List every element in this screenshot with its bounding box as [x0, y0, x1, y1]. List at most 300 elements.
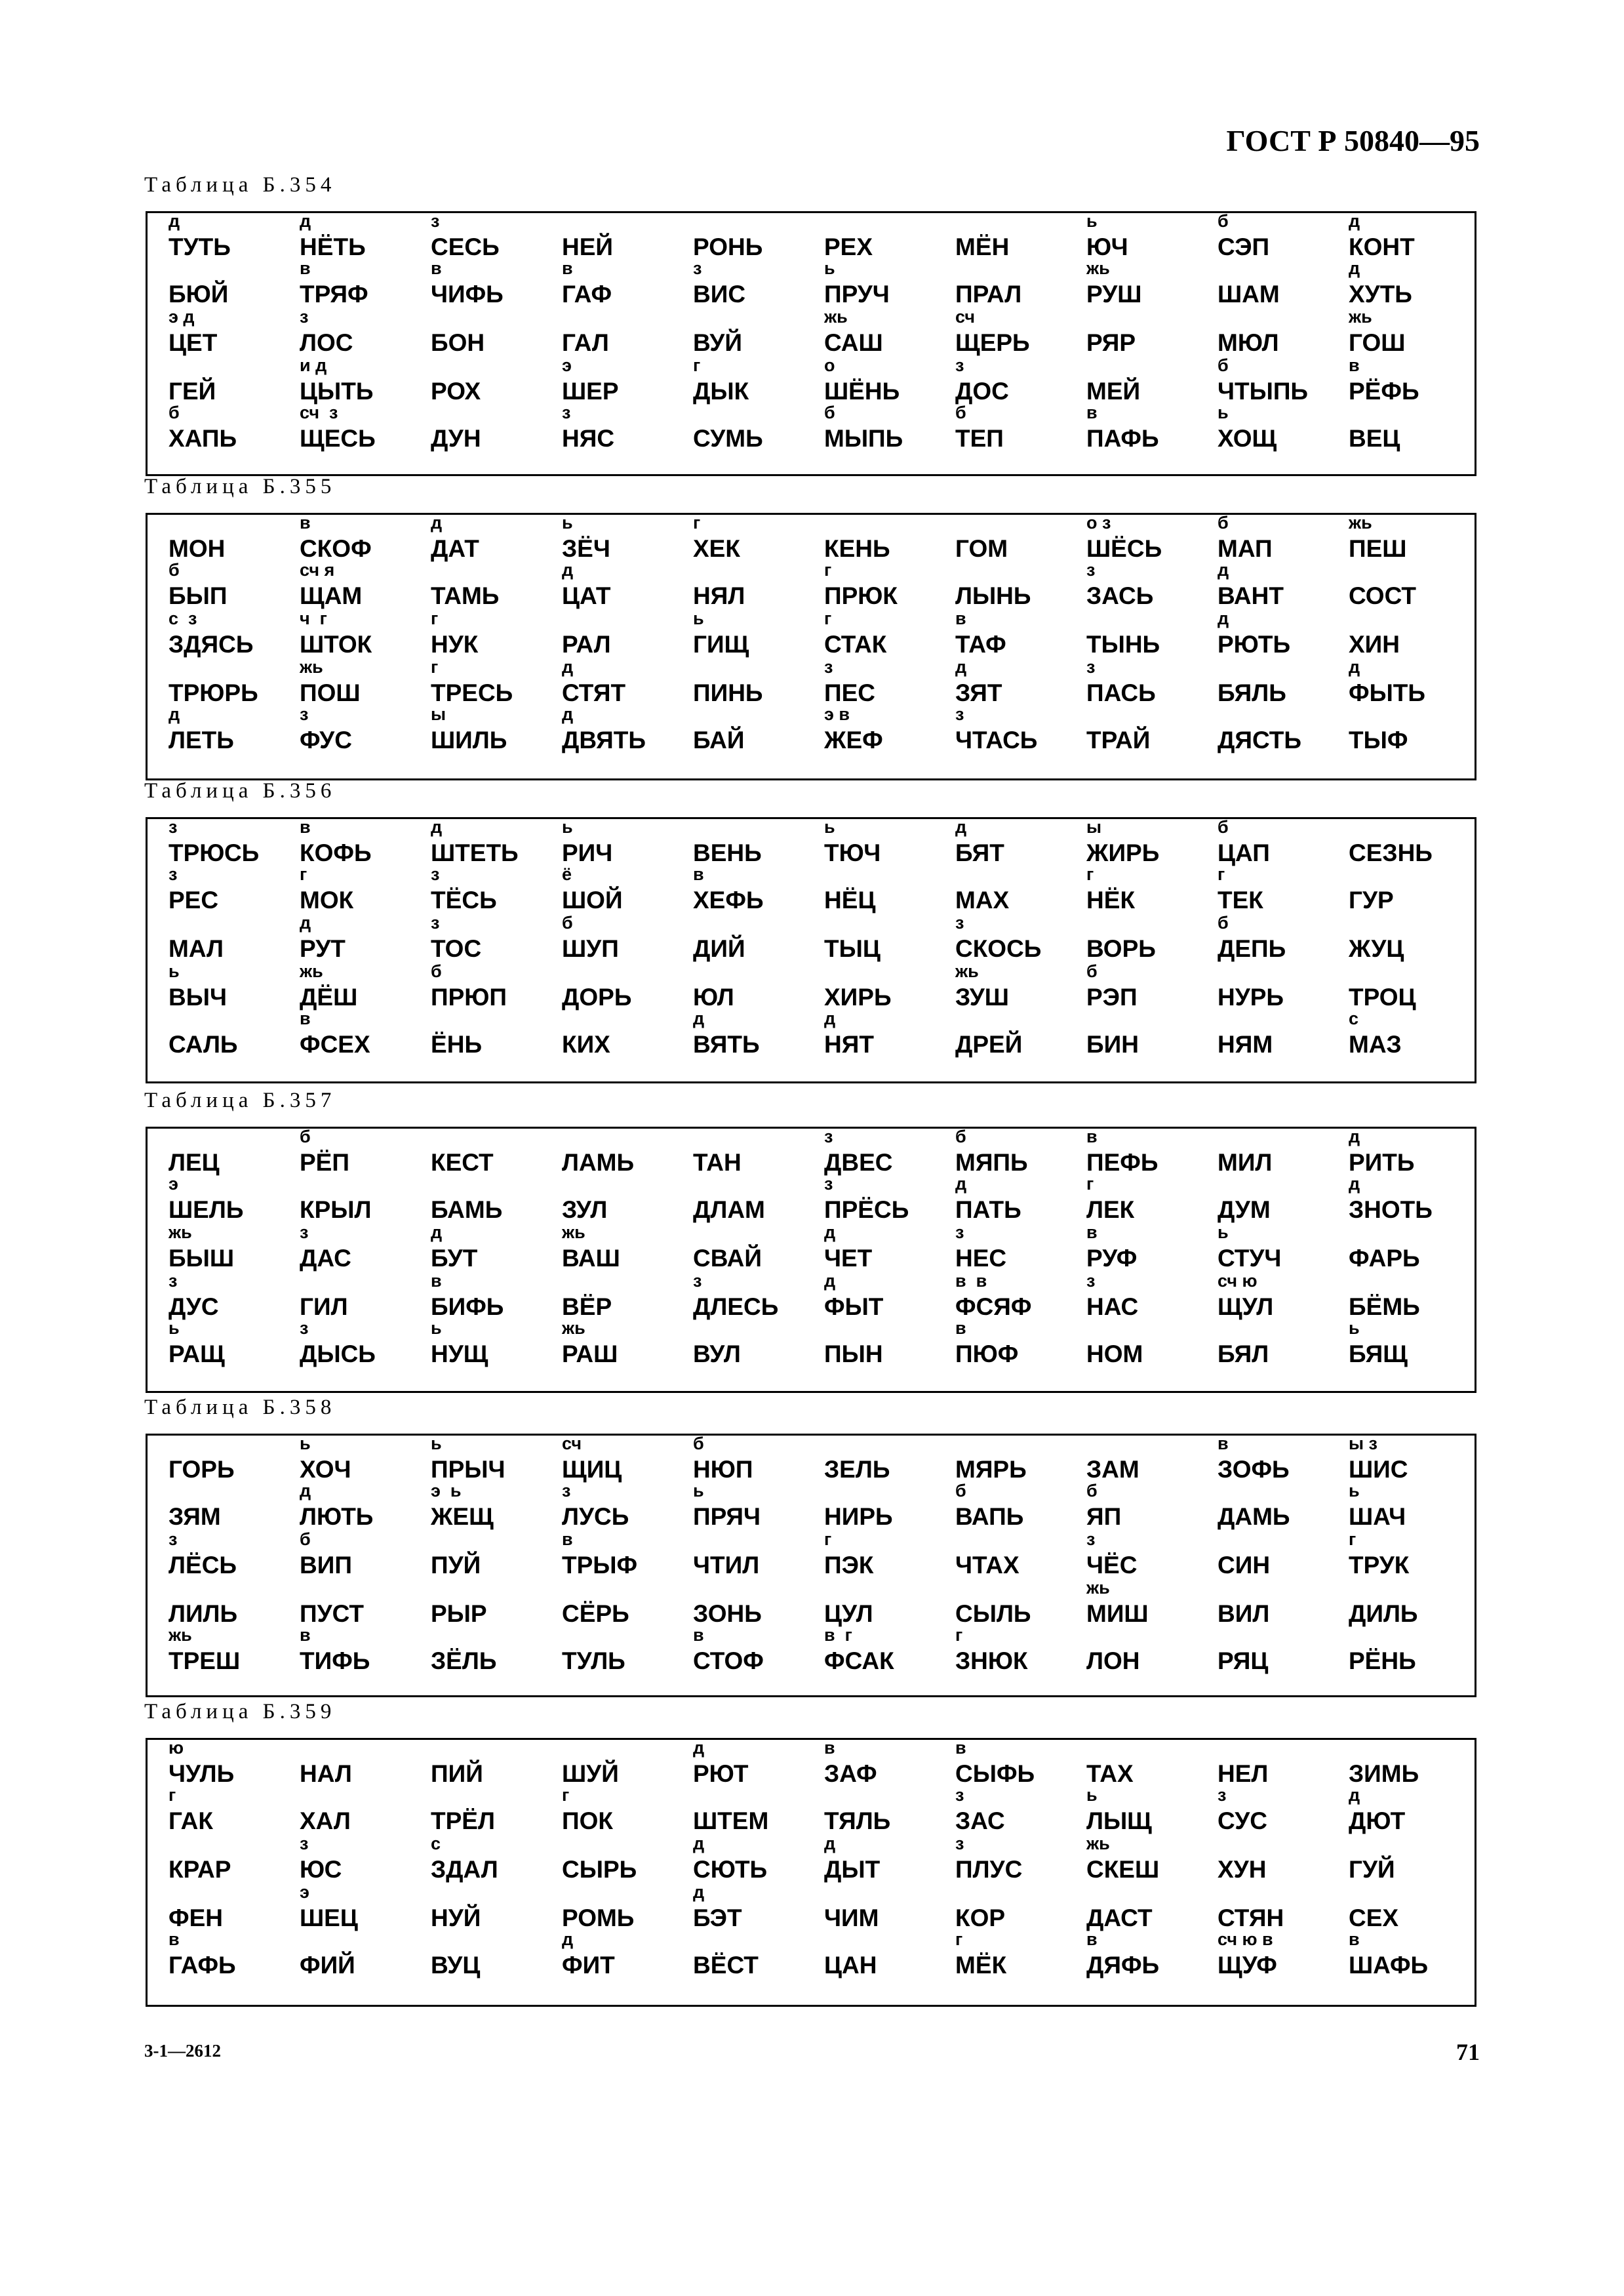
cell-word: ДУМ — [1218, 1196, 1271, 1223]
table-caption: Таблица Б.359 — [144, 1700, 336, 1723]
cell-mark: з — [955, 704, 964, 724]
cell-word: ВИЛ — [1218, 1600, 1270, 1627]
cell-word: ВЁСТ — [693, 1952, 759, 1979]
cell-word: ВУЛ — [693, 1340, 741, 1367]
table-cell — [1339, 963, 1471, 1009]
table-cell — [1208, 515, 1339, 561]
cell-word: БЯЛЬ — [1218, 679, 1286, 706]
cell-word: ЛЕЦ — [168, 1149, 220, 1176]
cell-mark: в — [1086, 1127, 1098, 1146]
cell-word: РЫР — [431, 1600, 487, 1627]
table-cell — [290, 1011, 422, 1057]
cell-mark: з — [693, 258, 702, 278]
table-cell — [684, 1436, 815, 1481]
table-cell — [553, 1740, 684, 1786]
table-cell — [422, 659, 553, 705]
cell-word: СТУЧ — [1218, 1245, 1282, 1272]
table-cell — [946, 1436, 1077, 1481]
table-cell — [422, 1531, 553, 1577]
table-cell — [553, 562, 684, 608]
table-cell — [684, 213, 815, 259]
cell-word: ШУЙ — [562, 1760, 619, 1787]
table-cell — [1077, 260, 1208, 306]
table-cell — [290, 1740, 422, 1786]
table-caption: Таблица Б.354 — [144, 173, 336, 197]
cell-mark: ь — [693, 609, 704, 628]
cell-mark: жь — [1086, 1834, 1110, 1853]
table-cell — [422, 357, 553, 403]
table-cell — [422, 405, 553, 451]
cell-mark: г — [955, 1625, 963, 1645]
table-cell — [553, 1011, 684, 1057]
cell-word: НЁК — [1086, 887, 1136, 914]
cell-mark: в — [693, 1625, 704, 1645]
cell-word: ДВЯТЬ — [562, 727, 646, 754]
table-cell — [946, 1531, 1077, 1577]
table-cell — [422, 611, 553, 656]
table-cell — [422, 1931, 553, 1977]
cell-word: МЁК — [955, 1952, 1007, 1979]
cell-word: ГУР — [1349, 887, 1394, 914]
table-cell — [1339, 1531, 1471, 1577]
cell-word: МИЛ — [1218, 1149, 1273, 1176]
table-cell — [553, 1531, 684, 1577]
table-cell — [422, 562, 553, 608]
table-cell — [553, 309, 684, 355]
cell-word: ЧУЛЬ — [168, 1760, 235, 1787]
cell-mark: в — [955, 609, 966, 628]
table-cell — [290, 515, 422, 561]
cell-mark: ь — [562, 817, 573, 837]
cell-word: ВИП — [300, 1552, 352, 1579]
cell-mark: о з — [1086, 513, 1111, 533]
cell-mark: г — [693, 355, 701, 375]
cell-word: МЁН — [955, 233, 1010, 260]
cell-word: ДРЕЙ — [955, 1031, 1023, 1058]
cell-word: ДАМЬ — [1218, 1503, 1290, 1530]
table-cell — [1339, 1627, 1471, 1673]
cell-word: ТЫЦ — [824, 935, 881, 962]
table-cell — [1077, 1273, 1208, 1319]
cell-mark: з — [1086, 1271, 1096, 1291]
cell-word: ПЭК — [824, 1552, 874, 1579]
cell-word: ТЫНЬ — [1086, 631, 1160, 658]
cell-word: ШТОК — [300, 631, 372, 658]
cell-word: РЁНЬ — [1349, 1647, 1416, 1674]
cell-word: НЮП — [693, 1456, 753, 1483]
cell-word: МОК — [300, 887, 354, 914]
cell-word: ШАФЬ — [1349, 1952, 1429, 1979]
table-cell — [1339, 1884, 1471, 1930]
table-cell — [1077, 515, 1208, 561]
cell-mark: сч ю в — [1218, 1929, 1273, 1949]
cell-word: МЯПЬ — [955, 1149, 1028, 1176]
cell-word: ЧТАХ — [955, 1552, 1020, 1579]
cell-word: ТРЫФ — [562, 1552, 638, 1579]
cell-word: ТРАЙ — [1086, 727, 1151, 754]
cell-mark: д — [300, 913, 311, 933]
cell-word: ТРУК — [1349, 1552, 1410, 1579]
table-cell — [946, 1836, 1077, 1882]
table-cell — [1339, 1836, 1471, 1882]
cell-word: КОНТ — [1349, 233, 1415, 260]
cell-mark: з — [168, 1271, 178, 1291]
cell-mark: д — [693, 1738, 705, 1758]
cell-word: ЖЕЩ — [431, 1503, 494, 1530]
cell-word: ГАФЬ — [168, 1952, 236, 1979]
cell-word: ГОМ — [955, 535, 1008, 562]
table-cell — [1208, 866, 1339, 912]
cell-word: НЯМ — [1218, 1031, 1273, 1058]
cell-word: БЯЩ — [1349, 1340, 1408, 1367]
table-cell — [684, 866, 815, 912]
cell-word: ПЫН — [824, 1340, 883, 1367]
table-cell — [553, 611, 684, 656]
cell-word: ШОЙ — [562, 887, 623, 914]
cell-word: ХАПЬ — [168, 425, 237, 452]
table-cell — [1208, 1787, 1339, 1833]
cell-mark: д — [955, 657, 967, 677]
cell-word: ПРЮК — [824, 582, 898, 609]
cell-mark: д — [1349, 657, 1360, 677]
cell-word: ТАН — [693, 1149, 742, 1176]
table-cell — [1208, 562, 1339, 608]
cell-word: СТЯН — [1218, 1904, 1284, 1931]
table-cell — [553, 357, 684, 403]
table-cell — [815, 1931, 946, 1977]
table-cell — [1077, 1740, 1208, 1786]
cell-word: МЯРЬ — [955, 1456, 1027, 1483]
cell-mark: з — [824, 657, 833, 677]
cell-word: БЫП — [168, 582, 228, 609]
cell-word: ЮЛ — [693, 984, 734, 1011]
cell-word: ШАЧ — [1349, 1503, 1406, 1530]
cell-mark: ь — [168, 961, 180, 981]
table-cell — [684, 1224, 815, 1270]
table-cell — [290, 819, 422, 865]
cell-word: ВАПЬ — [955, 1503, 1024, 1530]
table-cell — [815, 309, 946, 355]
cell-mark: з — [300, 1318, 309, 1338]
cell-word: СКЕШ — [1086, 1856, 1160, 1883]
table-cell — [422, 213, 553, 259]
table-cell — [422, 1436, 553, 1481]
cell-mark: з — [955, 913, 964, 933]
cell-word: ДИЛЬ — [1349, 1600, 1418, 1627]
table-cell — [159, 1436, 290, 1481]
cell-word: ЦАП — [1218, 839, 1270, 866]
page-number: 71 — [1456, 2039, 1480, 2065]
cell-word: ДЫСЬ — [300, 1340, 376, 1367]
cell-word: ТРЮСЬ — [168, 839, 260, 866]
table-cell — [1077, 1129, 1208, 1175]
table-cell — [553, 866, 684, 912]
table-cell — [946, 659, 1077, 705]
cell-word: НОМ — [1086, 1340, 1143, 1367]
cell-mark: г — [1086, 864, 1094, 884]
cell-mark: г — [431, 609, 439, 628]
table-cell — [815, 866, 946, 912]
cell-mark: ь — [562, 513, 573, 533]
cell-word: ДАТ — [431, 535, 479, 562]
cell-mark: сч з — [300, 403, 338, 422]
table-cell — [1077, 915, 1208, 961]
table-cell — [946, 1580, 1077, 1626]
table-cell — [1077, 1011, 1208, 1057]
table-cell — [553, 405, 684, 451]
table-cell — [1077, 562, 1208, 608]
table-cell — [553, 260, 684, 306]
cell-word: ДАС — [300, 1245, 351, 1272]
table-cell — [1339, 1931, 1471, 1977]
table-cell — [553, 963, 684, 1009]
cell-mark: з — [693, 1271, 702, 1291]
cell-mark: сч — [955, 307, 975, 327]
table-cell — [1339, 706, 1471, 752]
cell-word: ЦЫТЬ — [300, 378, 374, 405]
cell-word: РОХ — [431, 378, 481, 405]
cell-mark: жь — [824, 307, 848, 327]
table-cell — [422, 915, 553, 961]
table-cell — [159, 515, 290, 561]
cell-mark: ь — [431, 1434, 442, 1453]
cell-mark: б — [1218, 211, 1229, 231]
cell-word: ЧЕТ — [824, 1245, 873, 1272]
cell-word: ПЕС — [824, 679, 875, 706]
cell-word: ПРЫЧ — [431, 1456, 505, 1483]
word-table — [146, 817, 1476, 1083]
cell-mark: з — [431, 864, 440, 884]
cell-word: ПЕШ — [1349, 535, 1407, 562]
cell-word: ДЯФЬ — [1086, 1952, 1160, 1979]
table-cell — [290, 1483, 422, 1529]
cell-mark: г — [693, 513, 701, 533]
cell-word: ДИЙ — [693, 935, 745, 962]
cell-mark: д — [300, 1481, 311, 1500]
cell-word: ТЕП — [955, 425, 1004, 452]
table-cell — [1208, 1531, 1339, 1577]
table-cell — [684, 562, 815, 608]
table-cell — [290, 1176, 422, 1222]
table-cell — [1208, 260, 1339, 306]
cell-mark: д — [168, 211, 180, 231]
cell-word: ШЕЛЬ — [168, 1196, 244, 1223]
table-cell — [422, 1884, 553, 1930]
table-cell — [684, 1580, 815, 1626]
cell-word: РЁП — [300, 1149, 350, 1176]
cell-word: ТУЛЬ — [562, 1647, 625, 1674]
cell-mark: с — [431, 1834, 441, 1853]
cell-word: КИХ — [562, 1031, 610, 1058]
cell-mark: б — [955, 1127, 966, 1146]
table-cell — [1208, 357, 1339, 403]
cell-mark: д — [562, 704, 574, 724]
cell-mark: ь — [1349, 1481, 1360, 1500]
cell-word: ВАШ — [562, 1245, 620, 1272]
table-cell — [1208, 1320, 1339, 1366]
cell-word: РЕС — [168, 887, 219, 914]
table-cell — [815, 1787, 946, 1833]
table-caption: Таблица Б.356 — [144, 779, 336, 803]
cell-mark: ь — [824, 258, 835, 278]
table-cell — [290, 1627, 422, 1673]
cell-mark: з — [168, 817, 178, 837]
table-cell — [1208, 213, 1339, 259]
cell-mark: в — [824, 1738, 835, 1758]
table-cell — [159, 405, 290, 451]
table-cell — [1339, 1273, 1471, 1319]
cell-word: ФАРЬ — [1349, 1245, 1420, 1272]
cell-word: ЖИРЬ — [1086, 839, 1160, 866]
table-cell — [159, 309, 290, 355]
table-cell — [1208, 1627, 1339, 1673]
cell-word: БЁМЬ — [1349, 1293, 1420, 1320]
table-cell — [422, 866, 553, 912]
table-cell — [553, 1224, 684, 1270]
table-cell — [946, 819, 1077, 865]
table-cell — [684, 405, 815, 451]
cell-mark: з — [168, 1529, 178, 1549]
cell-word: МИШ — [1086, 1600, 1149, 1627]
cell-mark: жь — [955, 961, 979, 981]
table-cell — [1339, 309, 1471, 355]
cell-word: ТУТЬ — [168, 233, 231, 260]
cell-word: РАЩ — [168, 1340, 225, 1367]
cell-word: НЁЦ — [824, 887, 876, 914]
table-cell — [1077, 1580, 1208, 1626]
table-cell — [684, 611, 815, 656]
standard-header: ГОСТ Р 50840—95 — [1226, 124, 1480, 157]
cell-word: ГАЛ — [562, 329, 609, 356]
word-table — [146, 211, 1476, 476]
cell-word: ЩЕРЬ — [955, 329, 1030, 356]
table-cell — [1077, 1531, 1208, 1577]
cell-mark: г — [431, 657, 439, 677]
cell-word: НЁТЬ — [300, 233, 366, 260]
cell-word: СЕХ — [1349, 1904, 1399, 1931]
table-cell — [815, 915, 946, 961]
cell-mark: жь — [1349, 513, 1372, 533]
table-cell — [159, 1884, 290, 1930]
cell-mark: г — [168, 1785, 176, 1805]
table-cell — [1208, 963, 1339, 1009]
cell-mark: б — [693, 1434, 704, 1453]
cell-word: СЕСЬ — [431, 233, 500, 260]
cell-mark: б — [1218, 355, 1229, 375]
cell-mark: жь — [562, 1318, 585, 1338]
cell-mark: э д — [168, 307, 195, 327]
cell-mark: в — [1086, 1222, 1098, 1242]
cell-word: РИЧ — [562, 839, 613, 866]
cell-mark: д — [300, 211, 311, 231]
cell-mark: з — [1218, 1785, 1227, 1805]
cell-word: БЯЛ — [1218, 1340, 1269, 1367]
cell-word: САШ — [824, 329, 883, 356]
cell-word: ЗЁЛЬ — [431, 1647, 497, 1674]
table-cell — [815, 405, 946, 451]
cell-mark: г — [1086, 1174, 1094, 1194]
cell-word: ДОС — [955, 378, 1009, 405]
cell-mark: ь — [1218, 403, 1229, 422]
cell-word: ДЛЕСЬ — [693, 1293, 779, 1320]
table-cell — [159, 1011, 290, 1057]
table-cell — [290, 260, 422, 306]
cell-word: ДЁШ — [300, 984, 358, 1011]
cell-word: КОФЬ — [300, 839, 372, 866]
cell-mark: д — [693, 1009, 705, 1028]
cell-mark: ь — [1086, 1785, 1098, 1805]
cell-word: ЧЁС — [1086, 1552, 1138, 1579]
cell-word: ТАФ — [955, 631, 1006, 658]
cell-word: БИН — [1086, 1031, 1139, 1058]
table-cell — [1339, 819, 1471, 865]
table-cell — [422, 1273, 553, 1319]
table-cell — [684, 1787, 815, 1833]
cell-word: ТРЮРЬ — [168, 679, 258, 706]
table-cell — [159, 915, 290, 961]
cell-mark: б — [431, 961, 442, 981]
cell-mark: в — [168, 1929, 180, 1949]
cell-word: ПЮФ — [955, 1340, 1019, 1367]
cell-mark: з — [168, 864, 178, 884]
cell-word: ЗЕЛЬ — [824, 1456, 890, 1483]
cell-word: ХАЛ — [300, 1807, 351, 1834]
cell-mark: жь — [562, 1222, 585, 1242]
cell-word: ЗИМЬ — [1349, 1760, 1419, 1787]
table-cell — [815, 1436, 946, 1481]
cell-word: ДЮТ — [1349, 1807, 1406, 1834]
table-cell — [290, 1836, 422, 1882]
cell-word: ФИТ — [562, 1952, 615, 1979]
cell-word: РИТЬ — [1349, 1149, 1415, 1176]
table-cell — [815, 706, 946, 752]
cell-word: ЁНЬ — [431, 1031, 483, 1058]
cell-mark: в — [300, 513, 311, 533]
cell-word: БЯТ — [955, 839, 1004, 866]
cell-word: ПРАЛ — [955, 281, 1022, 308]
cell-mark: г — [955, 1929, 963, 1949]
cell-word: РЯР — [1086, 329, 1136, 356]
cell-mark: б — [824, 403, 835, 422]
cell-mark: э — [300, 1882, 309, 1902]
table-cell — [159, 1787, 290, 1833]
cell-word: ЗЁЧ — [562, 535, 610, 562]
table-cell — [1077, 1320, 1208, 1366]
cell-word: ДЯСТЬ — [1218, 727, 1301, 754]
cell-word: СУС — [1218, 1807, 1267, 1834]
table-cell — [684, 1931, 815, 1977]
table-cell — [422, 706, 553, 752]
cell-mark: г — [824, 609, 832, 628]
table-cell — [1077, 1176, 1208, 1222]
word-table — [146, 513, 1476, 780]
cell-word: ВЕНЬ — [693, 839, 762, 866]
cell-word: ПЕФЬ — [1086, 1149, 1159, 1176]
cell-word: ЮС — [300, 1856, 342, 1883]
cell-word: ЩУЛ — [1218, 1293, 1274, 1320]
cell-mark: д — [693, 1882, 705, 1902]
table-cell — [422, 1129, 553, 1175]
cell-mark: д — [431, 513, 443, 533]
table-cell — [684, 1531, 815, 1577]
cell-mark: з — [300, 307, 309, 327]
table-cell — [1077, 963, 1208, 1009]
table-cell — [946, 405, 1077, 451]
cell-mark: в — [1218, 1434, 1229, 1453]
table-cell — [1339, 1787, 1471, 1833]
cell-word: ТОС — [431, 935, 482, 962]
cell-word: ЗДЯСЬ — [168, 631, 254, 658]
